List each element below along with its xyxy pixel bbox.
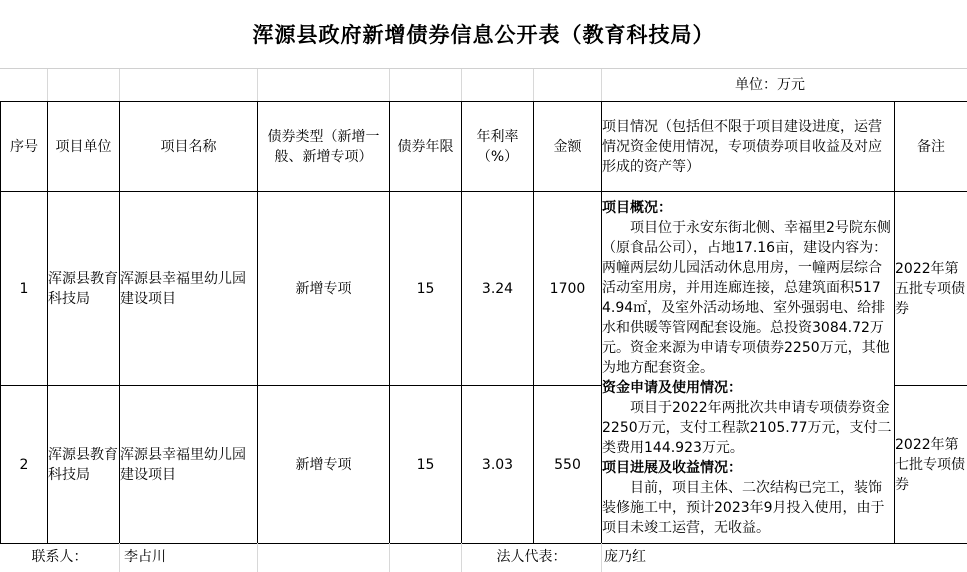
row-amount: 1700 (534, 192, 602, 386)
grid-cell (48, 69, 120, 101)
row-remark: 2022年第五批专项债券 (895, 192, 967, 386)
row-remark: 2022年第七批专项债券 (895, 386, 967, 544)
row-seq: 1 (1, 192, 48, 386)
legal-label: 法人代表： (462, 543, 602, 572)
contact-label: 联系人： (0, 543, 120, 572)
header-info: 项目情况（包括但不限于项目建设进度，运营情况资金使用情况，专项债券项目收益及对应形成的资产等） (602, 102, 895, 192)
grid-cell (534, 69, 602, 101)
row-amount: 550 (534, 386, 602, 544)
table-header-row (1, 102, 967, 192)
overview-heading: 项目概况： (602, 199, 672, 216)
row-rate: 3.24 (462, 192, 534, 386)
spacer-row (0, 69, 967, 101)
header-term: 债券年限 (390, 102, 462, 192)
row-seq: 2 (1, 386, 48, 544)
row-bond-type: 新增专项 (258, 386, 390, 544)
progress-heading: 项目进展及收益情况： (602, 459, 742, 476)
row-project-name: 浑源县幸福里幼儿园建设项目 (120, 192, 258, 386)
row-rate: 3.03 (462, 386, 534, 544)
header-amount: 金额 (534, 102, 602, 192)
grid-cell (258, 69, 390, 101)
progress-text: 目前，项目主体、二次结构已完工，装饰装修施工中，预计2023年9月投入使用，由于项目未竣工运营，无收益。 (602, 479, 885, 536)
header-bond-type: 债券类型（新增一般、新增专项） (258, 102, 390, 192)
grid-cell (258, 543, 390, 572)
contact-name: 李占川 (120, 543, 258, 572)
overview-text: 项目位于永安东街北侧、幸福里2号院东侧（原食品公司），占地17.16亩，建设内容为：两幢两层幼儿园活动休息用房，一幢两层综合活动室用房，并用连廊连接，总建筑面积5174.94㎡，及室外活动场地、室外强弱电、给排水和供暖等管网配套设施。总投资3084.72万元。资金来源为申请专项债券2250万元，其他为地方配套资金。 (602, 219, 891, 376)
project-info-cell (602, 192, 895, 544)
footer-row (0, 543, 967, 572)
row-bond-type: 新增专项 (258, 192, 390, 386)
grid-cell (120, 69, 258, 101)
row-project-name: 浑源县幸福里幼儿园建设项目 (120, 386, 258, 544)
page-title: 浑源县政府新增债券信息公开表（教育科技局） (0, 0, 967, 69)
grid-cell (462, 69, 534, 101)
funds-text: 项目于2022年两批次共申请专项债券资金2250万元，支付工程款2105.77万元，支付二类费用144.923万元。 (602, 399, 892, 456)
row-unit-name: 浑源县教育科技局 (48, 192, 120, 386)
bond-info-table (0, 101, 967, 544)
funds-heading: 资金申请及使用情况： (602, 379, 742, 396)
header-project-name: 项目名称 (120, 102, 258, 192)
grid-cell (390, 543, 462, 572)
unit-label: 单位：万元 (735, 77, 805, 93)
header-remark: 备注 (895, 102, 967, 192)
table-row (1, 192, 967, 386)
grid-cell (390, 69, 462, 101)
header-seq: 序号 (1, 102, 48, 192)
row-term: 15 (390, 192, 462, 386)
legal-name: 庞乃红 (604, 549, 646, 565)
row-term: 15 (390, 386, 462, 544)
grid-cell (0, 69, 48, 101)
header-rate: 年利率（%） (462, 102, 534, 192)
header-unit-name: 项目单位 (48, 102, 120, 192)
row-unit-name: 浑源县教育科技局 (48, 386, 120, 544)
